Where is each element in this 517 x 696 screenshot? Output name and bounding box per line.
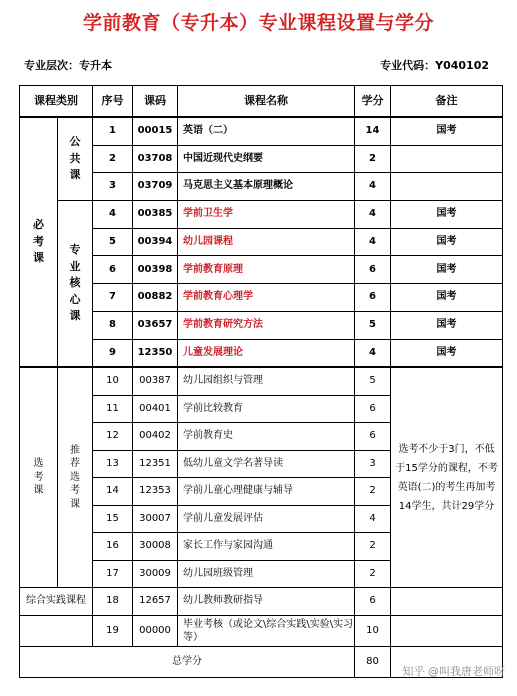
row-code: 12350 — [133, 339, 178, 367]
row-no: 7 — [93, 284, 133, 312]
row-no: 2 — [93, 145, 133, 173]
header-no: 序号 — [93, 86, 133, 118]
row-name: 马克思主义基本原理概论 — [178, 173, 355, 201]
group-practice: 综合实践课程 — [20, 588, 93, 616]
row-code: 00387 — [133, 367, 178, 395]
row-code: 12353 — [133, 478, 178, 506]
row-no: 19 — [93, 616, 133, 647]
row-note: 国考 — [391, 201, 503, 229]
row-no: 10 — [93, 367, 133, 395]
row-name: 学前教育史 — [178, 423, 355, 451]
row-credit: 4 — [355, 201, 391, 229]
row-credit: 2 — [355, 478, 391, 506]
row-name: 学前儿童发展评估 — [178, 505, 355, 533]
row-no: 8 — [93, 311, 133, 339]
major-code: 专业代码：Y040102 — [380, 59, 489, 72]
table-row — [20, 256, 503, 284]
row-no: 9 — [93, 339, 133, 367]
row-credit: 4 — [355, 339, 391, 367]
row-credit: 14 — [355, 117, 391, 145]
row-credit: 6 — [355, 395, 391, 423]
row-code: 03657 — [133, 311, 178, 339]
table-row — [20, 145, 503, 173]
table-row — [20, 367, 503, 395]
row-name: 学前儿童心理健康与辅导 — [178, 478, 355, 506]
header-row — [20, 86, 503, 118]
row-credit: 6 — [355, 256, 391, 284]
watermark: 知乎 @叫我唐老师呀 — [402, 665, 505, 678]
table-row — [20, 311, 503, 339]
row-name: 学前教育研究方法 — [178, 311, 355, 339]
total-value: 80 — [355, 647, 391, 678]
row-code: 30008 — [133, 533, 178, 561]
header-name: 课程名称 — [178, 86, 355, 118]
table-row — [20, 588, 503, 616]
row-code: 00398 — [133, 256, 178, 284]
table-row — [20, 201, 503, 229]
table-row — [20, 284, 503, 312]
row-note — [391, 145, 503, 173]
row-code: 12351 — [133, 450, 178, 478]
row-code: 00402 — [133, 423, 178, 451]
page-title: 学前教育（专升本）专业课程设置与学分 — [82, 12, 434, 34]
group-core: 专业核心课 — [58, 201, 93, 368]
row-name: 学前教育原理 — [178, 256, 355, 284]
row-no: 6 — [93, 256, 133, 284]
row-no: 16 — [93, 533, 133, 561]
header-category: 课程类别 — [20, 86, 93, 118]
group-required: 必考课 — [20, 117, 58, 367]
row-note: 国考 — [391, 284, 503, 312]
row-code: 00015 — [133, 117, 178, 145]
row-note: 国考 — [391, 339, 503, 367]
row-name: 低幼儿童文学名著导读 — [178, 450, 355, 478]
row-no: 12 — [93, 423, 133, 451]
row-name: 学前卫生学 — [178, 201, 355, 229]
group-elective: 选考课 — [20, 367, 58, 588]
row-code: 03709 — [133, 173, 178, 201]
table-row — [20, 616, 503, 647]
elective-note: 选考不少于3门，不低于15学分的课程，不考英语(二)的考生再加考14学生，共计29学分 — [391, 367, 503, 588]
row-credit: 10 — [355, 616, 391, 647]
row-code: 12657 — [133, 588, 178, 616]
row-code: 03708 — [133, 145, 178, 173]
row-credit: 2 — [355, 560, 391, 588]
course-table — [19, 85, 503, 678]
row-no: 1 — [93, 117, 133, 145]
row-name: 幼儿教师教研指导 — [178, 588, 355, 616]
row-name: 英语（二） — [178, 117, 355, 145]
group-recommended: 推荐选考课 — [58, 367, 93, 588]
row-name: 幼儿园课程 — [178, 228, 355, 256]
row-name: 儿童发展理论 — [178, 339, 355, 367]
table-row — [20, 339, 503, 367]
row-name: 家长工作与家园沟通 — [178, 533, 355, 561]
row-note — [391, 588, 503, 616]
row-code: 00882 — [133, 284, 178, 312]
row-credit: 5 — [355, 311, 391, 339]
row-note: 国考 — [391, 256, 503, 284]
row-credit: 4 — [355, 173, 391, 201]
table-row — [20, 117, 503, 145]
group-public: 公共课 — [58, 117, 93, 201]
table-row — [20, 173, 503, 201]
row-no: 4 — [93, 201, 133, 229]
row-code: 00401 — [133, 395, 178, 423]
row-code: 00000 — [133, 616, 178, 647]
major-level: 专业层次：专升本 — [24, 59, 112, 72]
row-credit: 4 — [355, 505, 391, 533]
row-no: 15 — [93, 505, 133, 533]
row-name: 幼儿园组织与管理 — [178, 367, 355, 395]
row-name: 毕业考核（或论文\综合实践\实验\实习等） — [178, 616, 355, 647]
row-no: 17 — [93, 560, 133, 588]
header-credit: 学分 — [355, 86, 391, 118]
header-code: 课码 — [133, 86, 178, 118]
total-label: 总学分 — [20, 647, 355, 678]
row-name: 学前教育心理学 — [178, 284, 355, 312]
row-no: 5 — [93, 228, 133, 256]
row-credit: 4 — [355, 228, 391, 256]
row-no: 14 — [93, 478, 133, 506]
row-note: 国考 — [391, 228, 503, 256]
row-credit: 5 — [355, 367, 391, 395]
row-credit: 3 — [355, 450, 391, 478]
row-no: 3 — [93, 173, 133, 201]
row-credit: 6 — [355, 588, 391, 616]
empty-category — [20, 616, 93, 647]
row-credit: 2 — [355, 533, 391, 561]
row-credit: 2 — [355, 145, 391, 173]
row-note — [391, 173, 503, 201]
row-name: 中国近现代史纲要 — [178, 145, 355, 173]
row-code: 00385 — [133, 201, 178, 229]
row-code: 30007 — [133, 505, 178, 533]
row-note — [391, 616, 503, 647]
row-code: 00394 — [133, 228, 178, 256]
row-credit: 6 — [355, 284, 391, 312]
row-name: 幼儿园班级管理 — [178, 560, 355, 588]
row-no: 13 — [93, 450, 133, 478]
row-no: 11 — [93, 395, 133, 423]
row-code: 30009 — [133, 560, 178, 588]
row-note: 国考 — [391, 311, 503, 339]
row-name: 学前比较教育 — [178, 395, 355, 423]
table-row — [20, 228, 503, 256]
row-credit: 6 — [355, 423, 391, 451]
row-no: 18 — [93, 588, 133, 616]
header-note: 备注 — [391, 86, 503, 118]
row-note: 国考 — [391, 117, 503, 145]
